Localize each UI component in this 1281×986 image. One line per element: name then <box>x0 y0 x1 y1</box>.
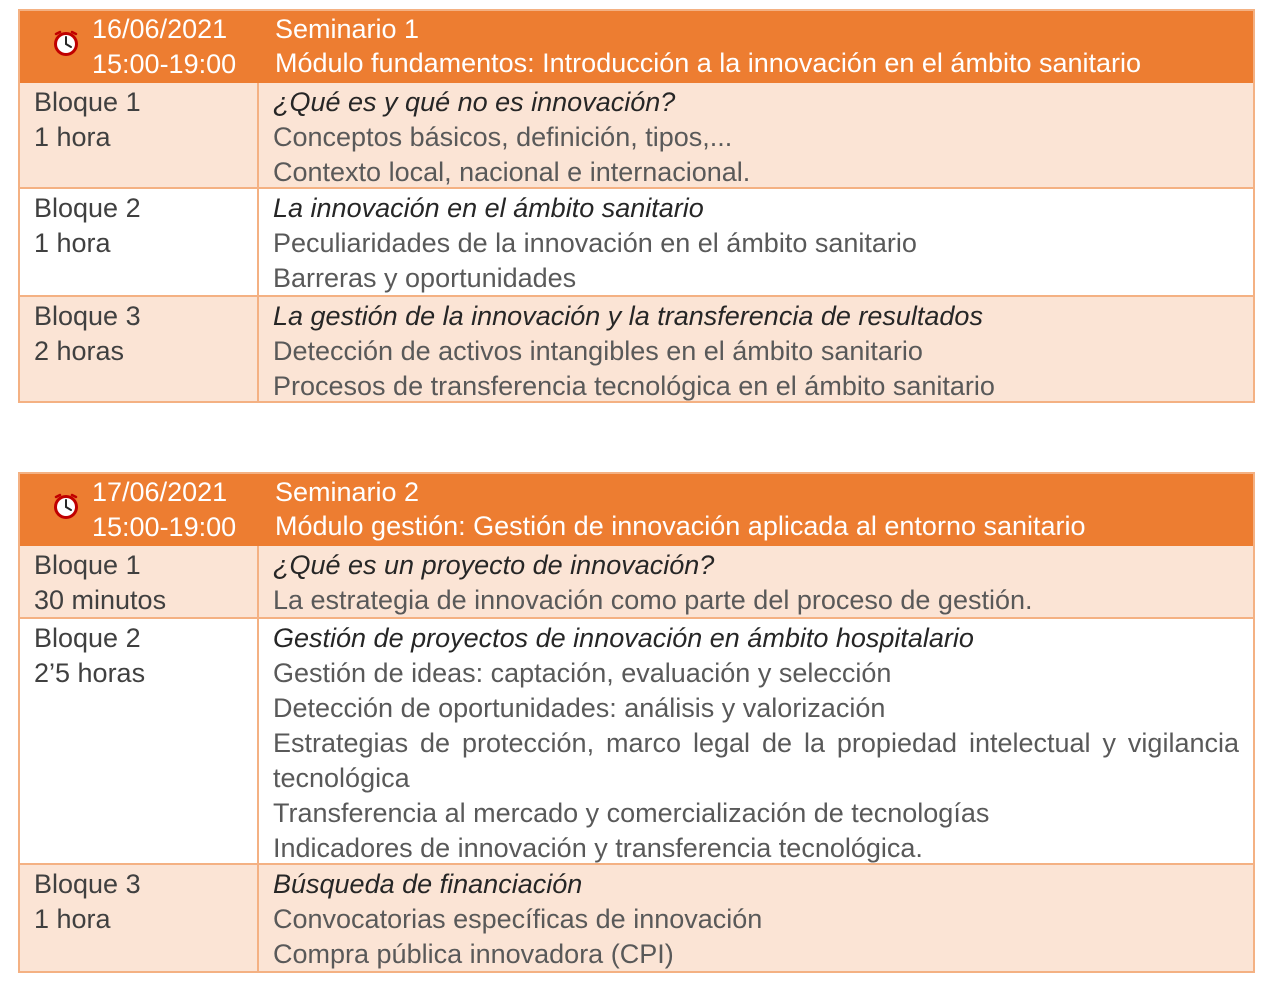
seminar-title: Seminario 1 <box>275 14 420 44</box>
seminar-time: 15:00-19:00 <box>92 49 237 79</box>
block-item: La estrategia de innovación como parte del proceso de gestión. <box>273 585 1033 615</box>
block-duration: 1 hora <box>34 122 111 152</box>
block-item: Barreras y oportunidades <box>273 263 577 293</box>
seminar-date-cell <box>20 474 259 546</box>
block-content-cell <box>259 297 1253 401</box>
block-label-cell <box>20 297 259 401</box>
seminar-date-cell <box>20 11 259 83</box>
block-name: Bloque 2 <box>34 193 141 223</box>
seminar-subtitle: Módulo fundamentos: Introducción a la innovación en el ámbito sanitario <box>275 48 1142 78</box>
block-item: Contexto local, nacional e internacional. <box>273 157 751 187</box>
block-item: Conceptos básicos, definición, tipos,... <box>273 122 733 152</box>
block-row <box>20 83 1253 187</box>
block-heading: Búsqueda de financiación <box>273 869 583 899</box>
block-name: Bloque 1 <box>34 550 141 580</box>
block-duration: 30 minutos <box>34 585 167 615</box>
block-duration: 1 hora <box>34 904 111 934</box>
block-label-cell <box>20 619 259 863</box>
block-content-cell <box>259 619 1253 863</box>
block-content-cell <box>259 83 1253 187</box>
block-item: Transferencia al mercado y comercialización de tecnologías <box>273 798 990 828</box>
seminar-subtitle: Módulo gestión: Gestión de innovación aplicada al entorno sanitario <box>275 511 1086 541</box>
block-name: Bloque 1 <box>34 87 141 117</box>
clock-icon <box>52 29 80 57</box>
block-item: Gestión de ideas: captación, evaluación y selección <box>273 658 892 688</box>
block-duration: 2 horas <box>34 336 125 366</box>
seminar-date: 17/06/2021 <box>92 477 228 507</box>
block-row <box>20 863 1253 971</box>
block-row <box>20 617 1253 863</box>
block-label-cell <box>20 83 259 187</box>
block-content-cell <box>259 189 1253 295</box>
seminar-header <box>20 11 1253 83</box>
block-heading: ¿Qué es y qué no es innovación? <box>273 87 676 117</box>
block-label-cell <box>20 546 259 617</box>
block-name: Bloque 3 <box>34 869 141 899</box>
block-item: Convocatorias específicas de innovación <box>273 904 763 934</box>
seminar-title: Seminario 2 <box>275 477 420 507</box>
block-label-cell <box>20 189 259 295</box>
block-name: Bloque 2 <box>34 623 141 653</box>
block-heading: La innovación en el ámbito sanitario <box>273 193 704 223</box>
block-heading: ¿Qué es un proyecto de innovación? <box>273 550 715 580</box>
block-row <box>20 187 1253 295</box>
block-item: Detección de oportunidades: análisis y valorización <box>273 693 886 723</box>
block-label-cell <box>20 865 259 971</box>
block-heading: La gestión de la innovación y la transferencia de resultados <box>273 301 983 331</box>
block-item: Peculiaridades de la innovación en el ámbito sanitario <box>273 228 917 258</box>
block-content-cell <box>259 546 1253 617</box>
block-item: Compra pública innovadora (CPI) <box>273 939 674 969</box>
seminar-2-table <box>18 472 1255 973</box>
seminar-1-table <box>18 9 1255 403</box>
seminar-time: 15:00-19:00 <box>92 512 237 542</box>
block-duration: 2’5 horas <box>34 658 146 688</box>
block-item: Procesos de transferencia tecnológica en el ámbito sanitario <box>273 371 995 401</box>
seminar-header <box>20 474 1253 546</box>
seminar-title-cell <box>259 474 1253 546</box>
block-row <box>20 546 1253 617</box>
block-content-cell <box>259 865 1253 971</box>
block-item: Estrategias de protección, marco legal de la propiedad intelectual y vigilancia tecnológica <box>273 728 1239 793</box>
seminar-title-cell <box>259 11 1253 83</box>
block-duration: 1 hora <box>34 228 111 258</box>
seminar-date: 16/06/2021 <box>92 14 228 44</box>
block-item: Detección de activos intangibles en el ámbito sanitario <box>273 336 923 366</box>
block-heading: Gestión de proyectos de innovación en ámbito hospitalario <box>273 623 974 653</box>
block-name: Bloque 3 <box>34 301 141 331</box>
clock-icon <box>52 492 80 520</box>
block-row <box>20 295 1253 401</box>
block-item: Indicadores de innovación y transferencia tecnológica. <box>273 833 923 863</box>
